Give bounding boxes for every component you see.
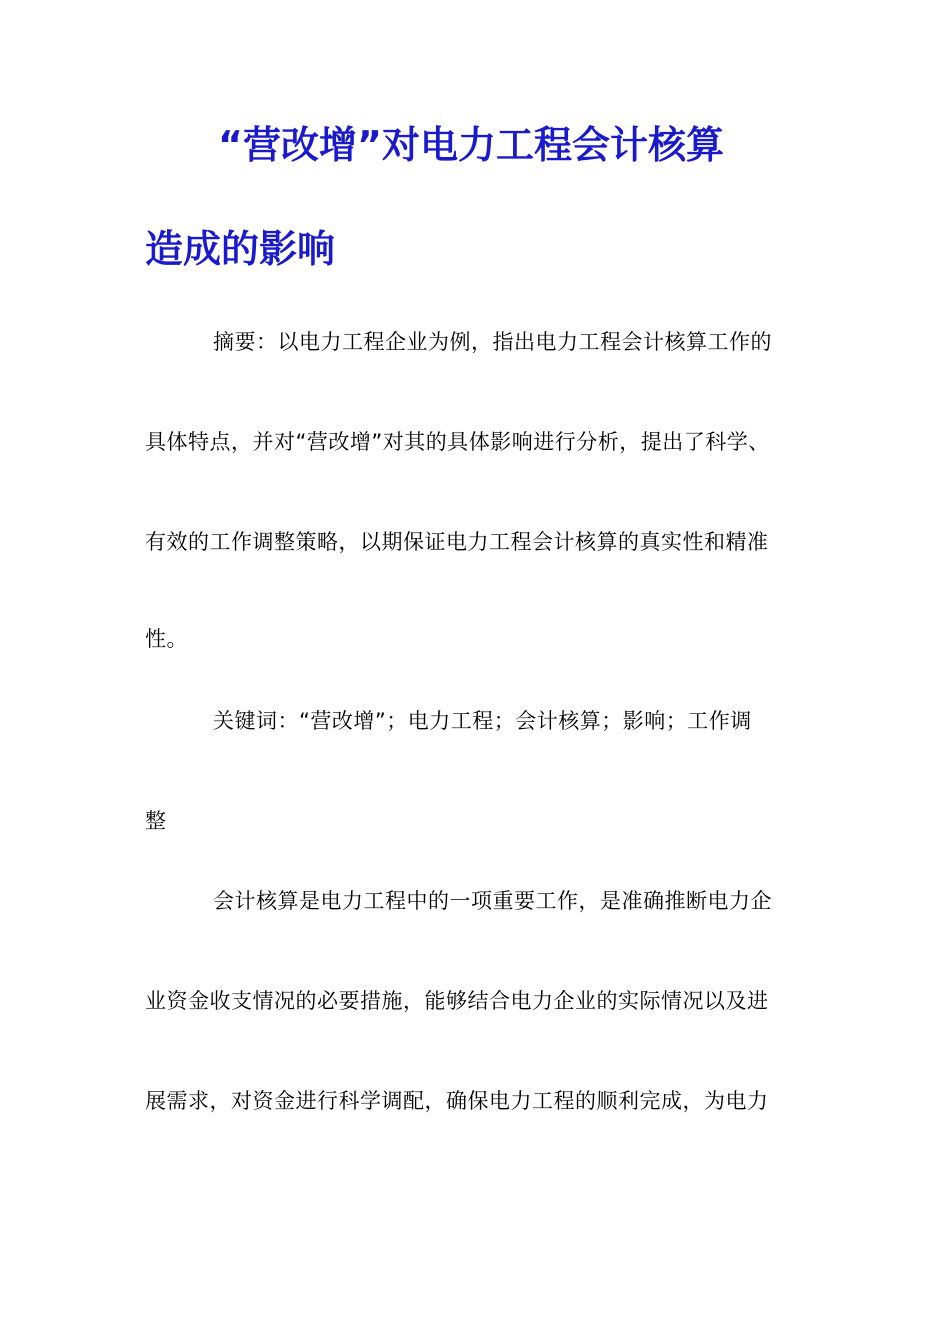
keywords-line-1: 关键词：“营改增”；电力工程；会计核算；影响；工作调: [213, 709, 752, 733]
document-title-line-1: “营改增”对电力工程会计核算: [218, 123, 724, 167]
abstract-line-4: 性。: [145, 627, 188, 651]
body-line-3: 展需求，对资金进行科学调配，确保电力工程的顺利完成，为电力: [145, 1089, 769, 1113]
abstract-line-3: 有效的工作调整策略，以期保证电力工程会计核算的真实性和精准: [145, 530, 769, 554]
keywords-line-2: 整: [145, 809, 167, 833]
body-line-2: 业资金收支情况的必要措施，能够结合电力企业的实际情况以及进: [145, 989, 769, 1013]
abstract-line-2: 具体特点，并对“营改增”对其的具体影响进行分析，提出了科学、: [145, 430, 770, 454]
document-title-line-2: 造成的影响: [145, 227, 336, 271]
abstract-line-1: 摘要：以电力工程企业为例，指出电力工程会计核算工作的: [213, 330, 772, 354]
body-line-1: 会计核算是电力工程中的一项重要工作，是准确推断电力企: [213, 889, 772, 913]
